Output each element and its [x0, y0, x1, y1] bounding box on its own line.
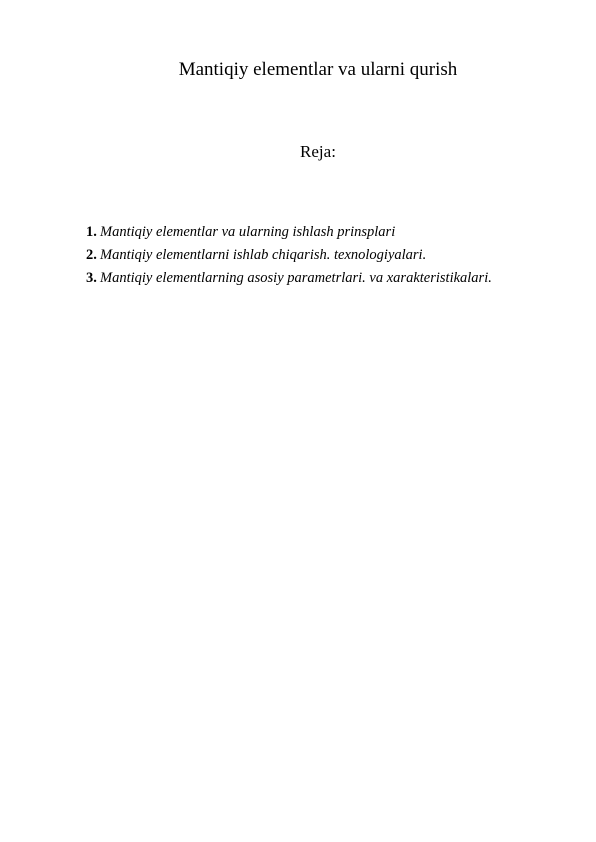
document-title: Mantiqiy elementlar va ularni qurish	[178, 59, 458, 80]
plan-item-number: 3.	[86, 270, 97, 286]
plan-item-number: 1.	[86, 224, 97, 240]
plan-item-number: 2.	[86, 247, 97, 263]
plan-item	[86, 244, 492, 267]
plan-item	[86, 221, 492, 244]
plan-heading: Reja:	[300, 142, 336, 161]
plan-item-text: Mantiqiy elementlarning asosiy parametrlari. va xarakteristikalari.	[100, 270, 492, 286]
plan-item-text: Mantiqiy elementlar va ularning ishlash prinsplari	[100, 224, 396, 240]
plan-item-text: Mantiqiy elementlarni ishlab chiqarish. texnologiyalari.	[100, 247, 427, 263]
plan-list	[86, 221, 492, 290]
plan-item	[86, 267, 492, 290]
